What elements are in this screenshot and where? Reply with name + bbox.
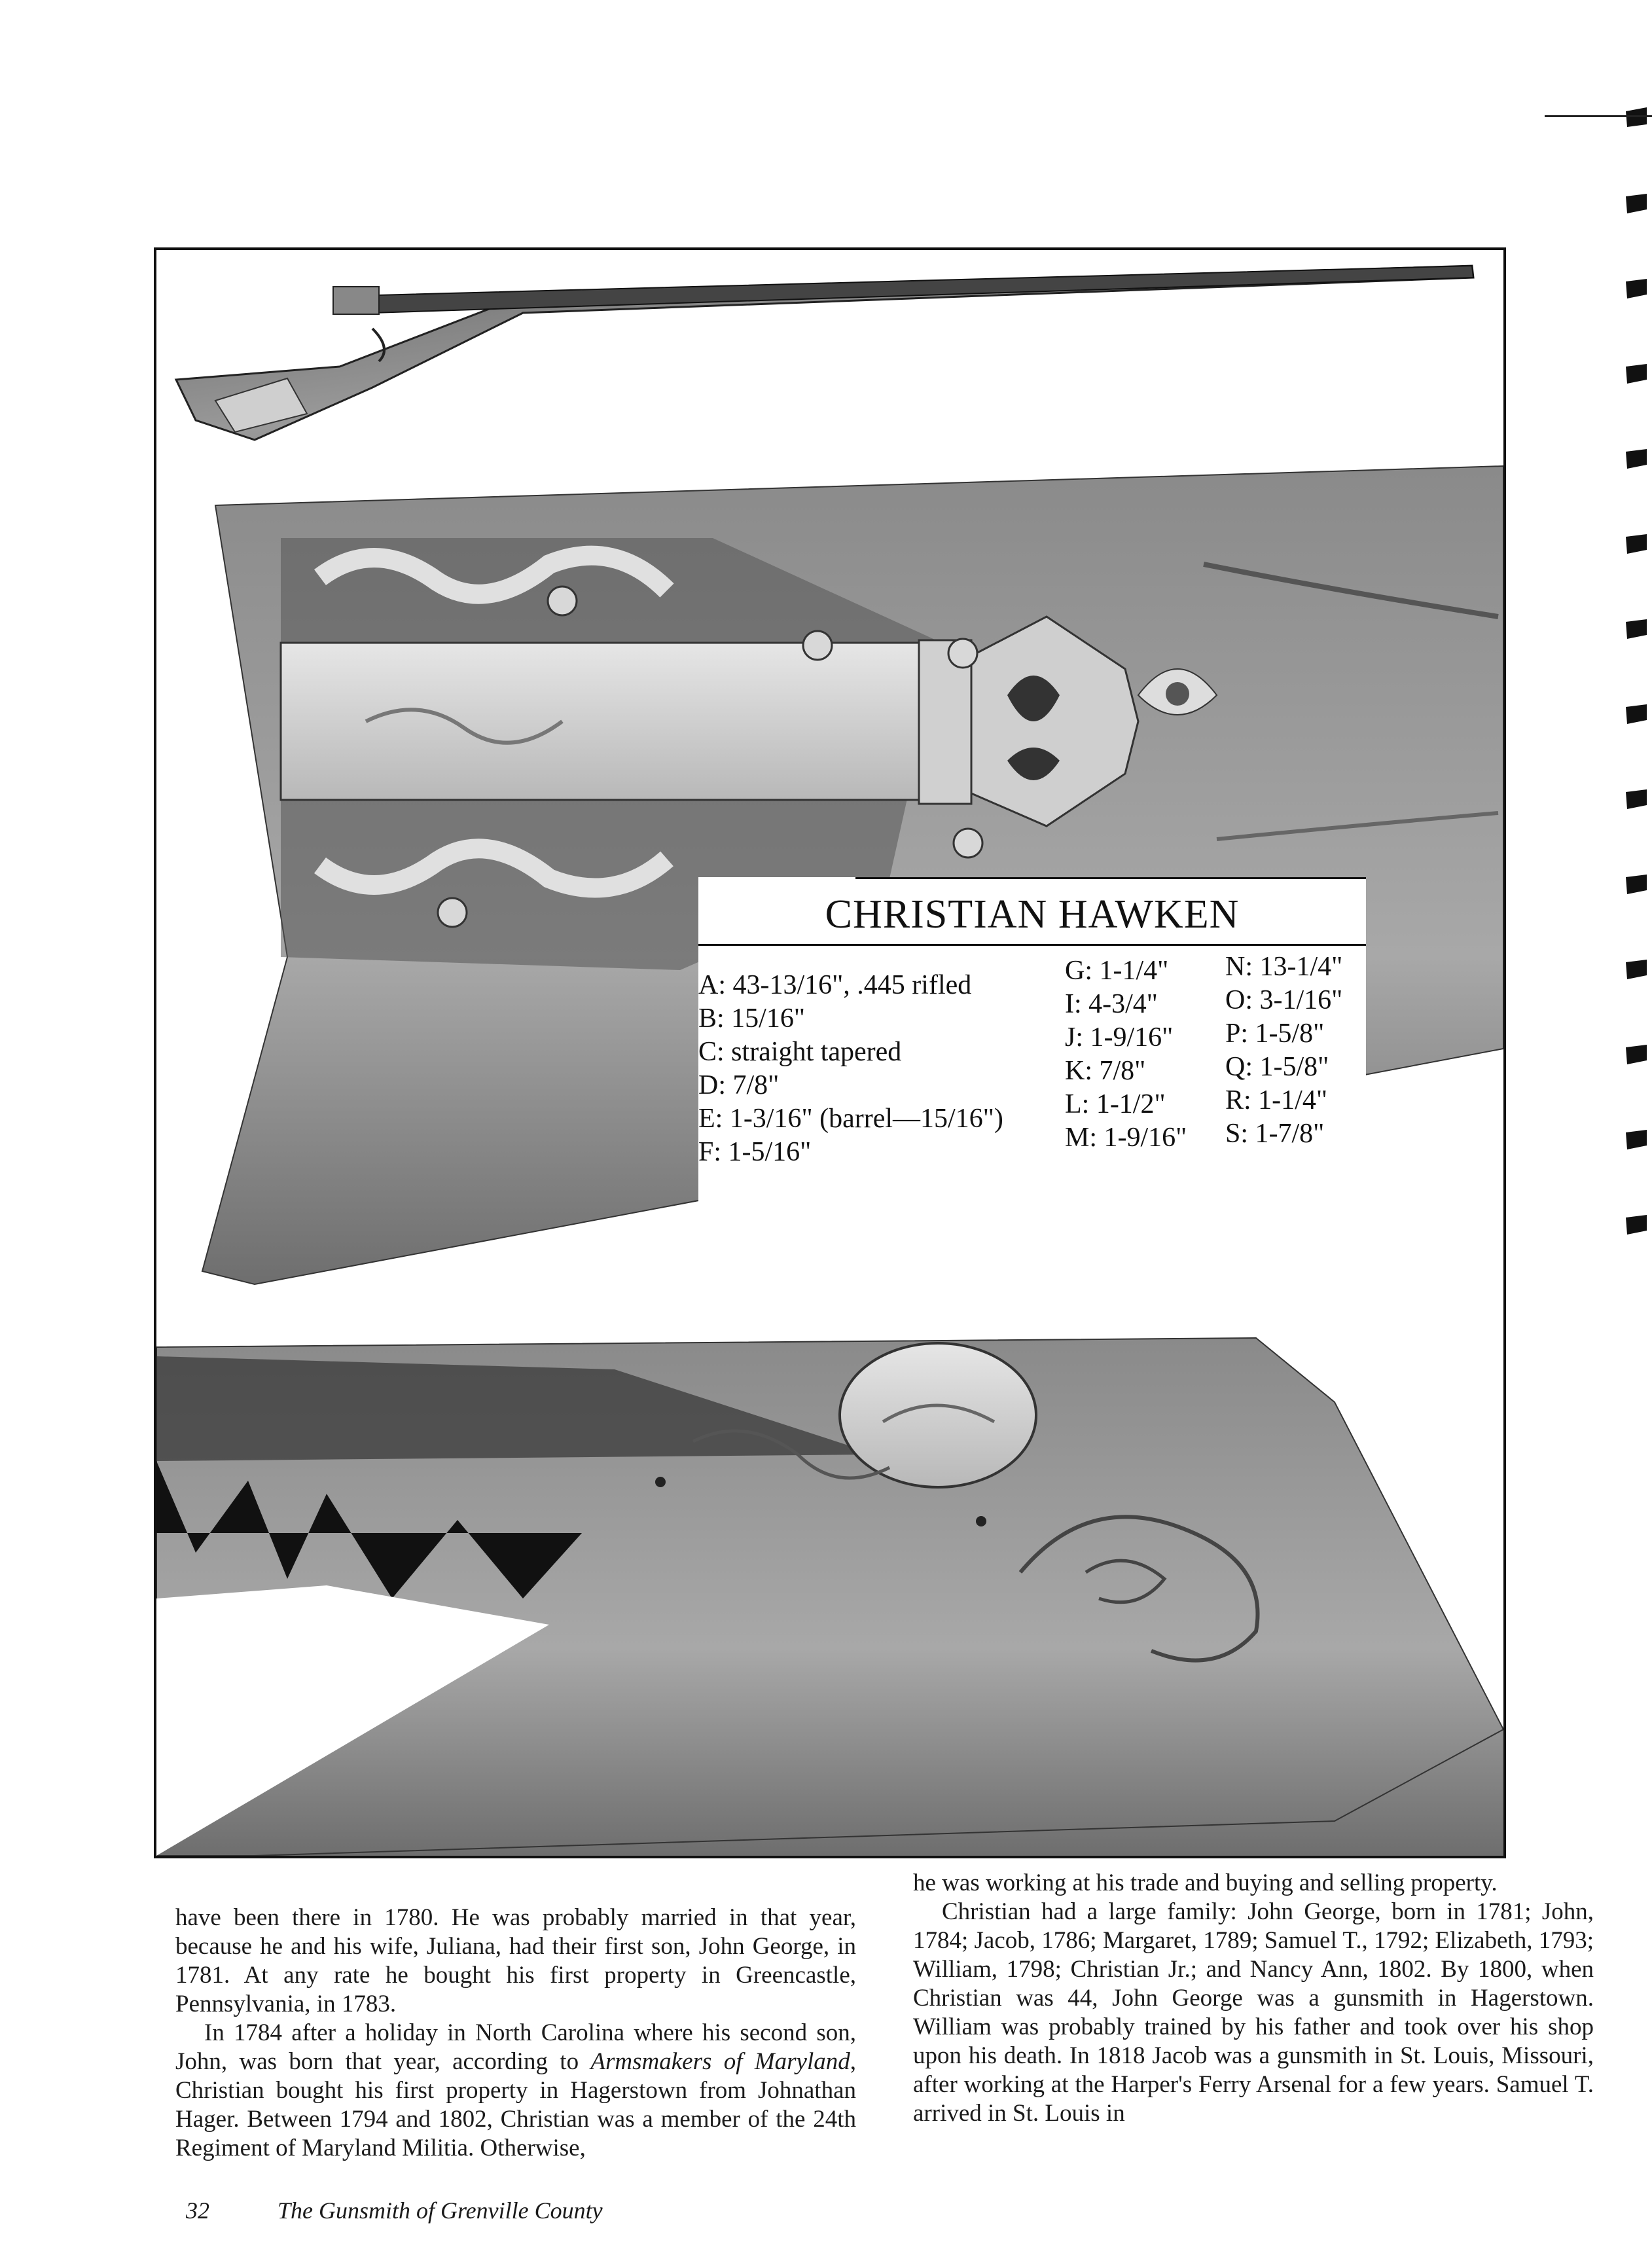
- spec-c: C: straight tapered: [698, 1037, 902, 1067]
- spec-j: J: 1-9/16": [1065, 1022, 1174, 1053]
- spec-a: A: 43-13/16", .445 rifled: [698, 970, 972, 1000]
- right-paragraph-2: Christian had a large family: John George, born in 1781; John, 1784; Jacob, 1786; Margaret, 1789; Samuel T., 1792; Elizabeth, 1793; William, 1798; Christian Jr.; and Nancy Ann, 1802. By 1800, when Christian was 44, John George was a gunsmith in Hagerstown. William was probably trained by his father and took over his shop upon his death. In 1818 Jacob was a gunsmith in St. Louis, Missouri, after working at the Harper's Ferry Arsenal for a few years. Samuel T. arrived in St. Louis in: [913, 1898, 1594, 2127]
- book-title-italic: Armsmakers of Maryland: [590, 2048, 850, 2075]
- right-paragraph-1: he was working at his trade and buying and selling property.: [913, 1869, 1498, 1896]
- spec-k: K: 7/8": [1065, 1056, 1146, 1086]
- left-paragraph-2-part-a: In 1784 after a holiday in North Carolina where his second son, John, was born that year, according to: [175, 2019, 856, 2075]
- spec-g: G: 1-1/4": [1065, 956, 1169, 986]
- figure-title: CHRISTIAN HAWKEN: [825, 892, 1240, 937]
- full-rifle-image: [176, 266, 1473, 440]
- spec-s: S: 1-7/8": [1225, 1119, 1325, 1149]
- spec-l: L: 1-1/2": [1065, 1089, 1166, 1119]
- spec-column-3: [1225, 950, 1342, 1151]
- spiral-binding: [1613, 98, 1652, 1407]
- body-column-right: [913, 1869, 1594, 2128]
- left-paragraph-1: have been there in 1780. He was probably married in that year, because he and his wife, Juliana, had their first son, John George, in 1781. At any rate he bought his first property in Greencastle, Pennsylvania, in 1783.: [175, 1904, 856, 2017]
- left-paragraph-2-part-b: , Christian bought his first property in Hagerstown from Johnathan Hager. Between 1794 and 1802, Christian was a member of the 24th Regiment of Maryland Militia. Otherwise,: [175, 2048, 857, 2161]
- cheekpiece-closeup-image: [156, 1338, 1503, 1856]
- spec-i: I: 4-3/4": [1065, 989, 1158, 1019]
- spec-o: O: 3-1/16": [1225, 985, 1343, 1015]
- spec-d: D: 7/8": [698, 1070, 780, 1100]
- top-right-rule: [1545, 115, 1652, 117]
- page-footer: [186, 2197, 603, 2224]
- title-top-rule: [855, 877, 1366, 879]
- spec-p: P: 1-5/8": [1225, 1019, 1325, 1049]
- spec-n: N: 13-1/4": [1225, 952, 1343, 982]
- page-number: 32: [186, 2197, 209, 2224]
- spec-e: E: 1-3/16" (barrel—15/16"): [698, 1104, 1003, 1134]
- spec-column-2: [1065, 954, 1187, 1155]
- spec-m: M: 1-9/16": [1065, 1123, 1187, 1153]
- spec-q: Q: 1-5/8": [1225, 1052, 1329, 1082]
- title-bottom-rule: [698, 944, 1366, 946]
- body-column-left: [175, 1904, 856, 2163]
- spec-r: R: 1-1/4": [1225, 1085, 1327, 1115]
- spec-column-1: [698, 969, 1003, 1169]
- specifications-panel: [698, 877, 1366, 1250]
- spec-f: F: 1-5/16": [698, 1137, 812, 1167]
- left-paragraph-2: [175, 2019, 856, 2163]
- running-title: The Gunsmith of Grenville County: [278, 2197, 603, 2224]
- spec-b: B: 15/16": [698, 1003, 805, 1034]
